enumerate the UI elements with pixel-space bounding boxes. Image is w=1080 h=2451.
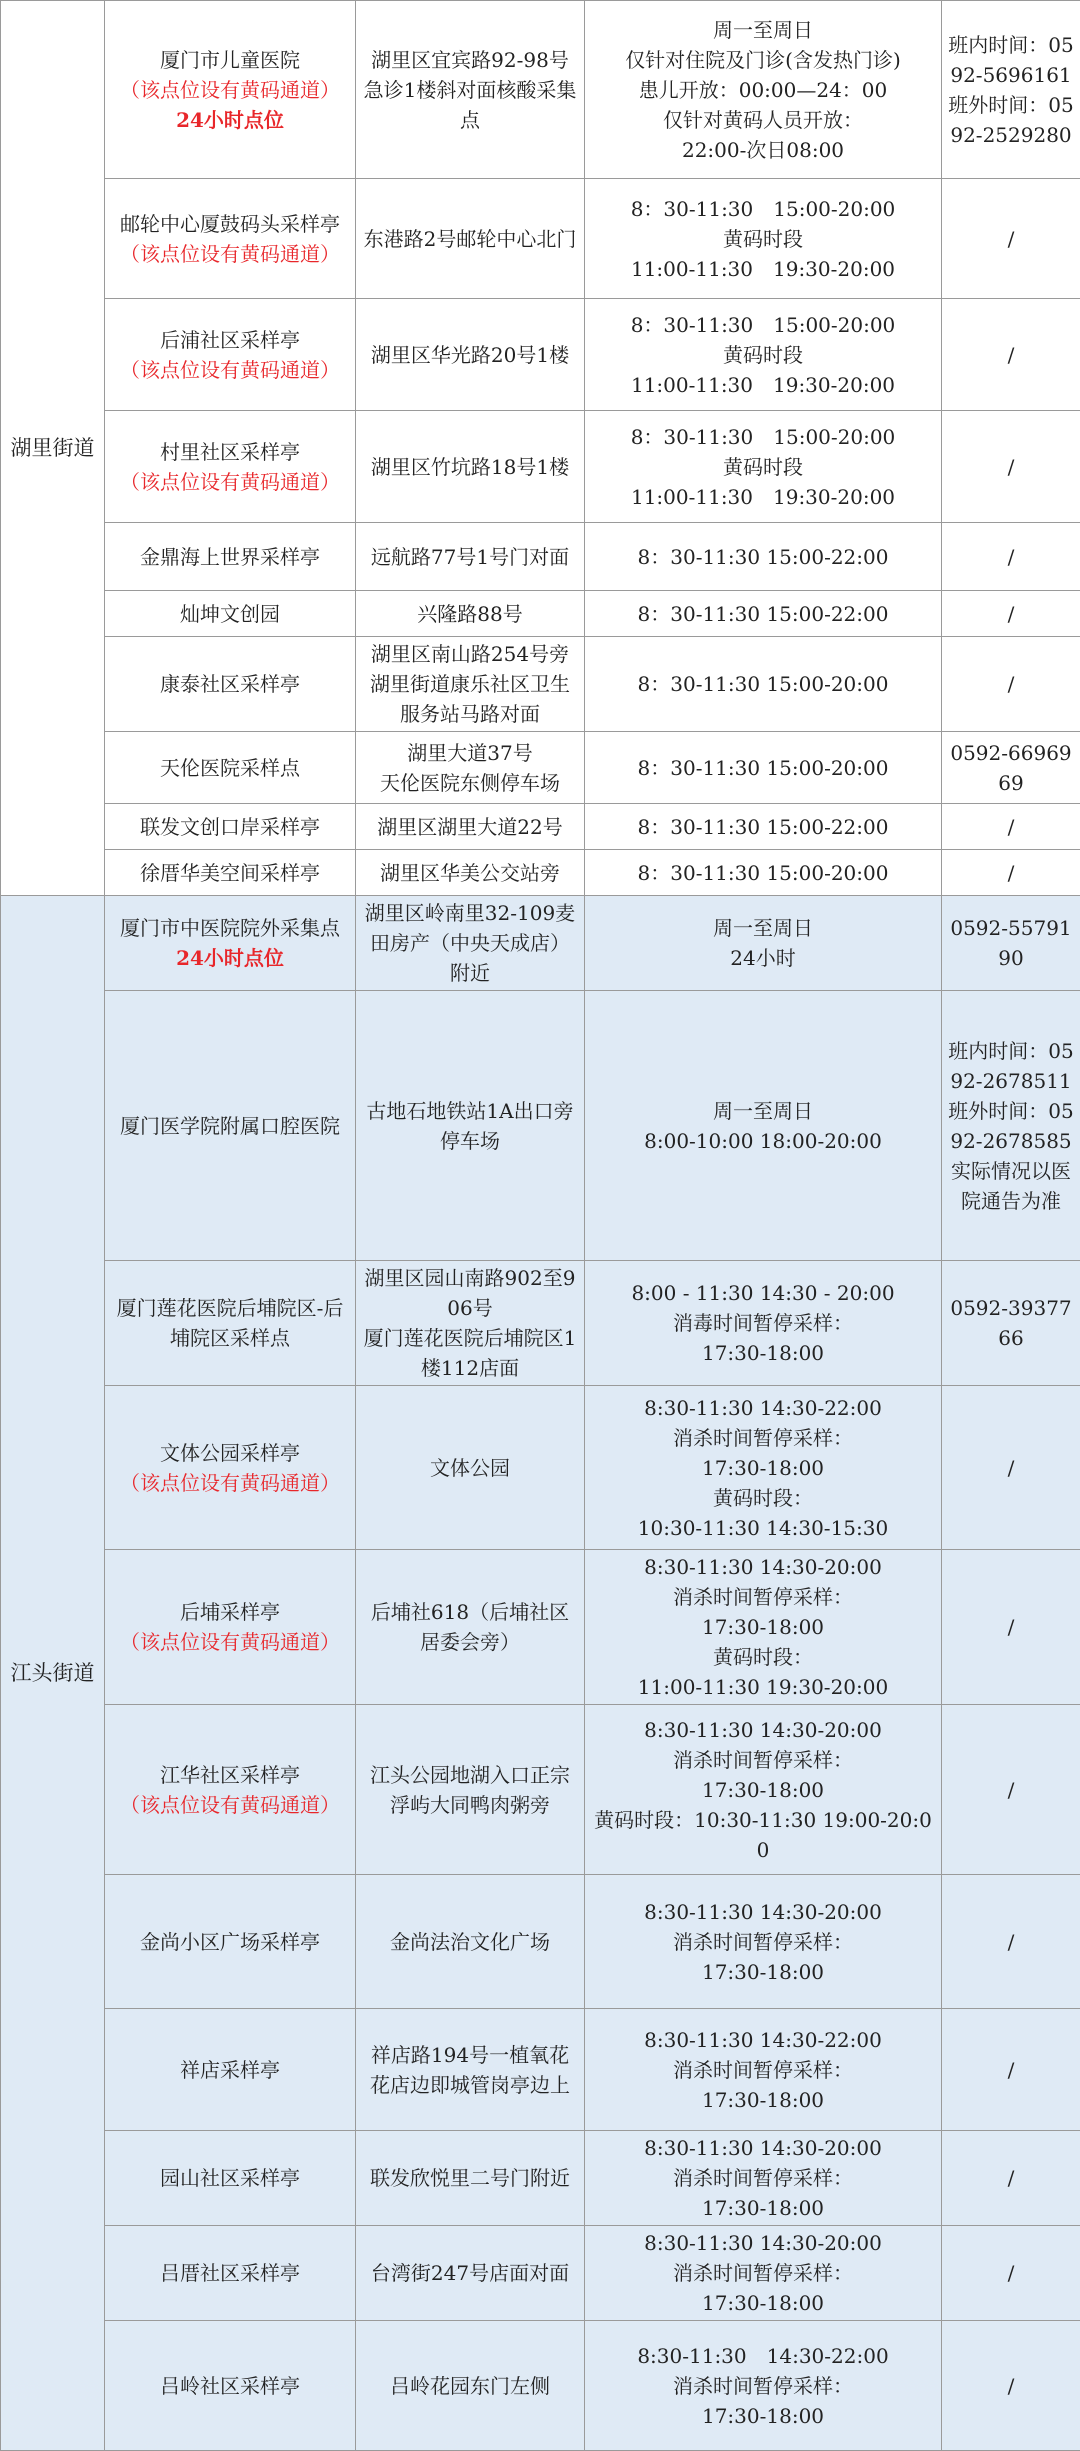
- address-line: 祥店路194号一植氧花花店边即城管岗亭边上: [362, 2040, 578, 2100]
- site-name: 厦门市中医院院外采集点: [111, 913, 349, 943]
- site-name: 村里社区采样亭: [111, 437, 349, 467]
- address-line: 古地石地铁站1A出口旁停车场: [362, 1096, 578, 1156]
- hours-line: 黄码时段: [591, 452, 935, 482]
- address-cell: [356, 1, 585, 179]
- site-name-cell: [105, 732, 356, 804]
- address-cell: [356, 2321, 585, 2451]
- phone-cell: [942, 896, 1080, 991]
- hours-line: 8：30-11:30 15:00-20:00: [591, 753, 935, 783]
- site-name: 康泰社区采样亭: [111, 669, 349, 699]
- street-cell: 江头街道: [1, 896, 105, 2451]
- phone-line: /: [948, 812, 1074, 842]
- site-name: 江华社区采样亭: [111, 1760, 349, 1790]
- address-cell: [356, 179, 585, 299]
- address-line: 湖里区宜宾路92-98号: [362, 45, 578, 75]
- site-name: 后埔采样亭: [111, 1597, 349, 1627]
- phone-line: /: [948, 340, 1074, 370]
- address-cell: [356, 2009, 585, 2131]
- site-name-cell: [105, 1, 356, 179]
- table-row: [1, 591, 1080, 637]
- site-name-cell: [105, 523, 356, 591]
- address-line: 急诊1楼斜对面核酸采集点: [362, 75, 578, 135]
- table-row: [1, 896, 1080, 991]
- phone-cell: [942, 523, 1080, 591]
- phone-line: /: [948, 1612, 1074, 1642]
- hours-cell: [585, 411, 942, 523]
- hours-line: 11:00-11:30 19:30-20:00: [591, 482, 935, 512]
- site-name: 徐厝华美空间采样亭: [111, 858, 349, 888]
- site-name: 祥店采样亭: [111, 2055, 349, 2085]
- hours-line: 8：30-11:30 15:00-22:00: [591, 812, 935, 842]
- hours-line: 消杀时间暂停采样：: [591, 2055, 935, 2085]
- hours-cell: [585, 299, 942, 411]
- hours-cell: [585, 1386, 942, 1550]
- hours-line: 8：30-11:30 15:00-20:00: [591, 669, 935, 699]
- address-line: 厦门莲花医院后埔院区1楼112店面: [362, 1323, 578, 1383]
- hours-line: 患儿开放：00:00—24：00: [591, 75, 935, 105]
- site-name: 灿坤文创园: [111, 599, 349, 629]
- yellow-code-note: （该点位设有黄码通道）: [111, 1627, 349, 1657]
- site-name-cell: [105, 411, 356, 523]
- hours-line: 17:30-18:00: [591, 1453, 935, 1483]
- hours-line: 8:30-11:30 14:30-20:00: [591, 2133, 935, 2163]
- hours-line: 8:30-11:30 14:30-20:00: [591, 1715, 935, 1745]
- site-name-cell: [105, 804, 356, 850]
- address-line: 文体公园: [362, 1453, 578, 1483]
- site-name-cell: [105, 299, 356, 411]
- hours-line: 消杀时间暂停采样：: [591, 1423, 935, 1453]
- phone-line: 班外时间：0592-2678585: [948, 1096, 1074, 1156]
- hours-line: 8:30-11:30 14:30-22:00: [591, 2341, 935, 2371]
- hours-cell: [585, 1261, 942, 1386]
- address-line: 湖里区湖里大道22号: [362, 812, 578, 842]
- hours-cell: [585, 804, 942, 850]
- table-row: [1, 1, 1080, 179]
- site-name-cell: [105, 2009, 356, 2131]
- hours-line: 8：30-11:30 15:00-22:00: [591, 542, 935, 572]
- phone-cell: [942, 2321, 1080, 2451]
- address-cell: [356, 1705, 585, 1875]
- site-name-cell: [105, 1875, 356, 2009]
- phone-line: /: [948, 2371, 1074, 2401]
- address-line: 兴隆路88号: [362, 599, 578, 629]
- site-name-cell: [105, 2131, 356, 2226]
- yellow-code-note: （该点位设有黄码通道）: [111, 1790, 349, 1820]
- site-name-cell: [105, 1386, 356, 1550]
- hours-cell: [585, 732, 942, 804]
- address-cell: [356, 991, 585, 1261]
- phone-cell: [942, 2226, 1080, 2321]
- site-name-cell: [105, 2226, 356, 2321]
- site-name: 吕厝社区采样亭: [111, 2258, 349, 2288]
- table-row: [1, 1875, 1080, 2009]
- phone-line: /: [948, 599, 1074, 629]
- hours-cell: [585, 1550, 942, 1705]
- phone-line: /: [948, 1927, 1074, 1957]
- address-cell: [356, 804, 585, 850]
- site-name: 天伦医院采样点: [111, 753, 349, 783]
- hours-line: 8:30-11:30 14:30-20:00: [591, 1897, 935, 1927]
- address-cell: [356, 523, 585, 591]
- hours-line: 22:00-次日08:00: [591, 135, 935, 165]
- hours-line: 17:30-18:00: [591, 1338, 935, 1368]
- table-row: [1, 2009, 1080, 2131]
- hours-line: 17:30-18:00: [591, 1612, 935, 1642]
- address-cell: [356, 1875, 585, 2009]
- hours-line: 消杀时间暂停采样：: [591, 1582, 935, 1612]
- address-line: 湖里区华美公交站旁: [362, 858, 578, 888]
- hours-line: 8：30-11:30 15:00-20:00: [591, 858, 935, 888]
- hours-line: 17:30-18:00: [591, 2288, 935, 2318]
- hours-line: 8:30-11:30 14:30-22:00: [591, 2025, 935, 2055]
- table-row: [1, 179, 1080, 299]
- hours-line: 8：30-11:30 15:00-22:00: [591, 599, 935, 629]
- phone-cell: [942, 1, 1080, 179]
- phone-line: 0592-6696969: [948, 738, 1074, 798]
- site-name: 文体公园采样亭: [111, 1438, 349, 1468]
- hours-line: 消杀时间暂停采样：: [591, 2163, 935, 2193]
- all-day-note: 24小时点位: [111, 105, 349, 135]
- table-row: [1, 1261, 1080, 1386]
- phone-line: 班外时间：0592-2529280: [948, 90, 1074, 150]
- phone-cell: [942, 299, 1080, 411]
- address-cell: [356, 1261, 585, 1386]
- phone-line: /: [948, 2258, 1074, 2288]
- phone-line: /: [948, 2055, 1074, 2085]
- hours-cell: [585, 991, 942, 1261]
- hours-line: 周一至周日: [591, 913, 935, 943]
- hours-line: 8：30-11:30 15:00-20:00: [591, 310, 935, 340]
- address-line: 远航路77号1号门对面: [362, 542, 578, 572]
- site-name: 园山社区采样亭: [111, 2163, 349, 2193]
- address-line: 湖里区华光路20号1楼: [362, 340, 578, 370]
- address-cell: [356, 896, 585, 991]
- hours-line: 仅针对黄码人员开放：: [591, 105, 935, 135]
- site-name-cell: [105, 850, 356, 896]
- phone-line: /: [948, 1775, 1074, 1805]
- address-line: 联发欣悦里二号门附近: [362, 2163, 578, 2193]
- address-line: 天伦医院东侧停车场: [362, 768, 578, 798]
- address-cell: [356, 591, 585, 637]
- phone-cell: [942, 732, 1080, 804]
- address-line: 后埔社618（后埔社区居委会旁）: [362, 1597, 578, 1657]
- phone-cell: [942, 850, 1080, 896]
- hours-cell: [585, 179, 942, 299]
- hours-line: 周一至周日: [591, 15, 935, 45]
- hours-line: 消杀时间暂停采样：: [591, 1745, 935, 1775]
- hours-line: 消毒时间暂停采样：: [591, 1308, 935, 1338]
- address-line: 湖里大道37号: [362, 738, 578, 768]
- phone-cell: [942, 804, 1080, 850]
- hours-line: 黄码时段：10:30-11:30 19:00-20:00: [591, 1805, 935, 1865]
- phone-cell: [942, 2131, 1080, 2226]
- site-name-cell: [105, 1705, 356, 1875]
- hours-line: 仅针对住院及门诊(含发热门诊): [591, 45, 935, 75]
- hours-line: 8:00-10:00 18:00-20:00: [591, 1126, 935, 1156]
- hours-line: 24小时: [591, 943, 935, 973]
- table-row: [1, 2131, 1080, 2226]
- hours-line: 17:30-18:00: [591, 1775, 935, 1805]
- hours-line: 消杀时间暂停采样：: [591, 1927, 935, 1957]
- phone-cell: [942, 1261, 1080, 1386]
- phone-cell: [942, 179, 1080, 299]
- site-name: 厦门医学院附属口腔医院: [111, 1111, 349, 1141]
- address-cell: [356, 732, 585, 804]
- table-row: [1, 1705, 1080, 1875]
- site-name: 厦门市儿童医院: [111, 45, 349, 75]
- site-name: 后浦社区采样亭: [111, 325, 349, 355]
- phone-line: 0592-3937766: [948, 1293, 1074, 1353]
- hours-line: 8：30-11:30 15:00-20:00: [591, 194, 935, 224]
- address-line: 湖里区竹坑路18号1楼: [362, 452, 578, 482]
- table-row: [1, 523, 1080, 591]
- hours-cell: [585, 896, 942, 991]
- hours-line: 8:30-11:30 14:30-20:00: [591, 1552, 935, 1582]
- hours-line: 8:30-11:30 14:30-20:00: [591, 2228, 935, 2258]
- table-row: [1, 299, 1080, 411]
- site-name: 吕岭社区采样亭: [111, 2371, 349, 2401]
- address-line: 湖里区南山路254号旁湖里街道康乐社区卫生服务站马路对面: [362, 639, 578, 729]
- hours-cell: [585, 637, 942, 732]
- site-name-cell: [105, 179, 356, 299]
- table-row: [1, 732, 1080, 804]
- phone-cell: [942, 2009, 1080, 2131]
- site-name-cell: [105, 2321, 356, 2451]
- table-row: [1, 850, 1080, 896]
- hours-line: 8：30-11:30 15:00-20:00: [591, 422, 935, 452]
- hours-cell: [585, 1705, 942, 1875]
- table-row: [1, 637, 1080, 732]
- table-row: [1, 411, 1080, 523]
- hours-line: 黄码时段: [591, 340, 935, 370]
- site-name: 厦门莲花医院后埔院区-后埔院区采样点: [111, 1293, 349, 1353]
- address-line: 金尚法治文化广场: [362, 1927, 578, 1957]
- site-name-cell: [105, 991, 356, 1261]
- hours-line: 黄码时段：: [591, 1642, 935, 1672]
- phone-cell: [942, 411, 1080, 523]
- phone-line: /: [948, 1453, 1074, 1483]
- address-cell: [356, 850, 585, 896]
- address-cell: [356, 2131, 585, 2226]
- site-name: 金鼎海上世界采样亭: [111, 542, 349, 572]
- hours-line: 17:30-18:00: [591, 2401, 935, 2431]
- phone-cell: [942, 1550, 1080, 1705]
- address-cell: [356, 2226, 585, 2321]
- hours-line: 黄码时段：: [591, 1483, 935, 1513]
- hours-line: 11:00-11:30 19:30-20:00: [591, 254, 935, 284]
- hours-cell: [585, 1875, 942, 2009]
- address-line: 湖里区岭南里32-109麦田房产（中央天成店）附近: [362, 898, 578, 988]
- address-cell: [356, 637, 585, 732]
- phone-line: /: [948, 452, 1074, 482]
- phone-cell: [942, 591, 1080, 637]
- yellow-code-note: （该点位设有黄码通道）: [111, 1468, 349, 1498]
- phone-line: 班内时间：0592-5696161: [948, 30, 1074, 90]
- site-name: 联发文创口岸采样亭: [111, 812, 349, 842]
- hours-cell: [585, 2226, 942, 2321]
- site-name-cell: [105, 637, 356, 732]
- hours-line: 17:30-18:00: [591, 1957, 935, 1987]
- address-cell: [356, 299, 585, 411]
- yellow-code-note: （该点位设有黄码通道）: [111, 75, 349, 105]
- phone-line: 班内时间：0592-2678511: [948, 1036, 1074, 1096]
- site-name: 邮轮中心厦鼓码头采样亭: [111, 209, 349, 239]
- site-name-cell: [105, 896, 356, 991]
- address-line: 江头公园地湖入口正宗浮屿大同鸭肉粥旁: [362, 1760, 578, 1820]
- table-row: [1, 991, 1080, 1261]
- table-row: [1, 1386, 1080, 1550]
- street-cell: 湖里街道: [1, 1, 105, 896]
- address-line: 吕岭花园东门左侧: [362, 2371, 578, 2401]
- phone-line: 0592-5579190: [948, 913, 1074, 973]
- phone-line: 实际情况以医院通告为准: [948, 1156, 1074, 1216]
- hours-cell: [585, 2321, 942, 2451]
- address-cell: [356, 411, 585, 523]
- hours-line: 消杀时间暂停采样：: [591, 2371, 935, 2401]
- yellow-code-note: （该点位设有黄码通道）: [111, 239, 349, 269]
- all-day-note: 24小时点位: [111, 943, 349, 973]
- phone-cell: [942, 991, 1080, 1261]
- hours-cell: [585, 591, 942, 637]
- hours-line: 11:00-11:30 19:30-20:00: [591, 370, 935, 400]
- phone-line: /: [948, 669, 1074, 699]
- phone-cell: [942, 637, 1080, 732]
- phone-line: /: [948, 224, 1074, 254]
- address-line: 东港路2号邮轮中心北门: [362, 224, 578, 254]
- phone-cell: [942, 1386, 1080, 1550]
- hours-line: 17:30-18:00: [591, 2085, 935, 2115]
- site-name-cell: [105, 1550, 356, 1705]
- hours-cell: [585, 850, 942, 896]
- yellow-code-note: （该点位设有黄码通道）: [111, 355, 349, 385]
- hours-line: 消杀时间暂停采样：: [591, 2258, 935, 2288]
- site-name-cell: [105, 1261, 356, 1386]
- hours-cell: [585, 2131, 942, 2226]
- hours-line: 10:30-11:30 14:30-15:30: [591, 1513, 935, 1543]
- hours-line: 8:00 - 11:30 14:30 - 20:00: [591, 1278, 935, 1308]
- table-body: [1, 1, 1080, 2451]
- address-cell: [356, 1386, 585, 1550]
- phone-line: /: [948, 2163, 1074, 2193]
- address-cell: [356, 1550, 585, 1705]
- site-name: 金尚小区广场采样亭: [111, 1927, 349, 1957]
- table-row: [1, 804, 1080, 850]
- phone-cell: [942, 1705, 1080, 1875]
- table-row: [1, 2321, 1080, 2451]
- hours-line: 周一至周日: [591, 1096, 935, 1126]
- hours-line: 17:30-18:00: [591, 2193, 935, 2223]
- hours-cell: [585, 523, 942, 591]
- phone-line: /: [948, 858, 1074, 888]
- address-line: 台湾街247号店面对面: [362, 2258, 578, 2288]
- hours-line: 11:00-11:30 19:30-20:00: [591, 1672, 935, 1702]
- phone-line: /: [948, 542, 1074, 572]
- phone-cell: [942, 1875, 1080, 2009]
- table-row: [1, 1550, 1080, 1705]
- hours-cell: [585, 2009, 942, 2131]
- table-row: [1, 2226, 1080, 2321]
- hours-line: 8:30-11:30 14:30-22:00: [591, 1393, 935, 1423]
- site-name-cell: [105, 591, 356, 637]
- address-line: 湖里区园山南路902至906号: [362, 1263, 578, 1323]
- yellow-code-note: （该点位设有黄码通道）: [111, 467, 349, 497]
- hours-line: 黄码时段: [591, 224, 935, 254]
- hours-cell: [585, 1, 942, 179]
